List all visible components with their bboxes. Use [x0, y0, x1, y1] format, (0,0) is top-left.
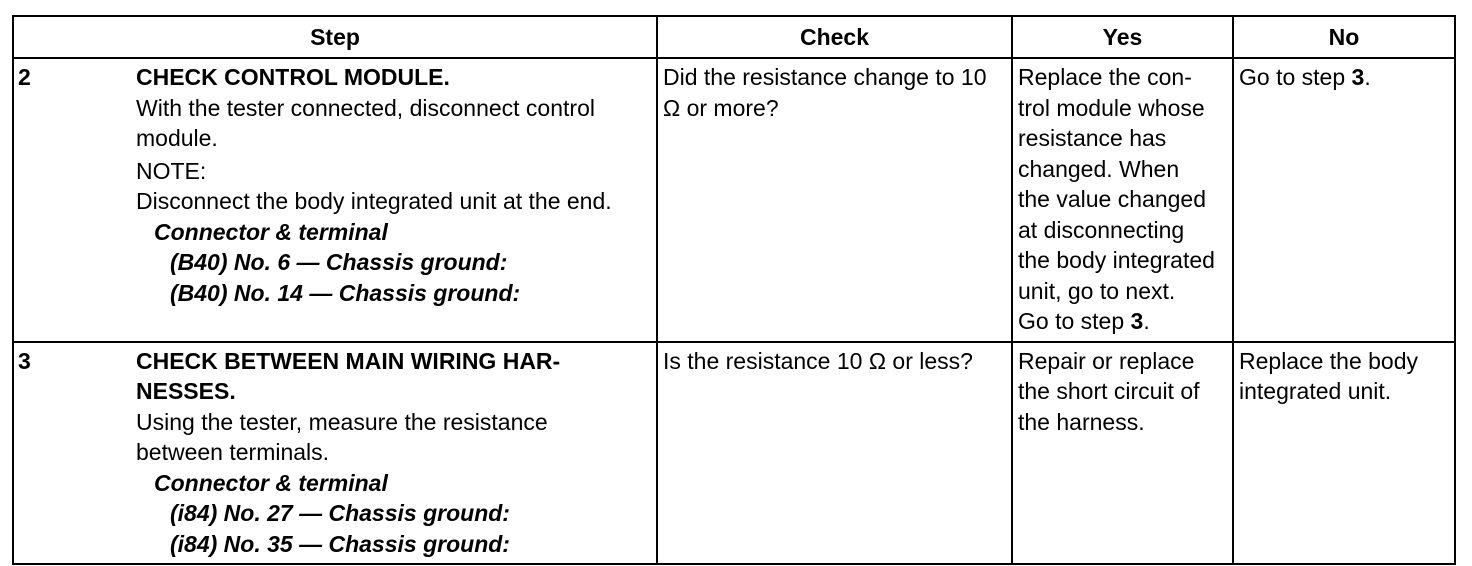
yes-goto	[1018, 306, 1228, 337]
step-number: 2	[13, 58, 136, 342]
yes-goto-step: 3	[1130, 308, 1144, 334]
header-yes: Yes	[1012, 16, 1233, 58]
no-line: integrated unit.	[1239, 378, 1392, 404]
yes-cell	[1012, 342, 1233, 565]
step-number: 3	[13, 342, 136, 565]
yes-line: the body integrated	[1018, 247, 1215, 273]
yes-line: Replace the con-	[1018, 64, 1192, 90]
no-goto-prefix: Go to step	[1239, 64, 1352, 90]
step-instruction-line: Using the tester, measure the resistance	[136, 408, 548, 435]
no-goto-step: 3	[1351, 64, 1365, 90]
table-row	[13, 342, 1455, 565]
step-title: CHECK BETWEEN MAIN WIRING HAR-	[136, 347, 561, 374]
yes-goto-prefix: Go to step	[1018, 308, 1131, 334]
troubleshooting-table	[12, 15, 1456, 565]
step-cell	[136, 58, 657, 342]
check-line: Did the resistance change to 10	[663, 64, 987, 90]
check-cell	[657, 342, 1012, 565]
terminal-spec: (i84) No. 35 — Chassis ground:	[170, 530, 510, 557]
note-label: NOTE:	[136, 157, 207, 184]
step-title: NESSES.	[136, 378, 236, 404]
header-check: Check	[657, 16, 1012, 58]
step-instruction-line: module.	[136, 125, 218, 151]
note-text: Disconnect the body integrated unit at the end.	[136, 188, 612, 214]
no-goto-suffix: .	[1364, 64, 1371, 90]
yes-line: unit, go to next.	[1018, 277, 1176, 304]
yes-line: at disconnecting	[1018, 216, 1185, 243]
yes-line: trol module whose	[1018, 94, 1205, 121]
yes-line: Repair or replace	[1018, 347, 1195, 374]
step-title: CHECK CONTROL MODULE.	[136, 64, 450, 90]
table-row	[13, 58, 1455, 342]
header-step: Step	[13, 16, 657, 58]
step-instruction-line: between terminals.	[136, 439, 330, 465]
table-header-row	[13, 16, 1455, 58]
yes-goto-suffix: .	[1143, 308, 1150, 334]
yes-line: the harness.	[1018, 408, 1145, 435]
check-line: Ω or more?	[663, 94, 779, 121]
connector-label: Connector & terminal	[154, 218, 388, 245]
yes-line: resistance has	[1018, 125, 1167, 151]
yes-line: changed. When	[1018, 155, 1180, 182]
yes-line: the value changed	[1018, 186, 1206, 212]
check-line: Is the resistance 10 Ω or less?	[663, 347, 973, 374]
check-cell	[657, 58, 1012, 342]
step-cell	[136, 342, 657, 565]
yes-cell	[1012, 58, 1233, 342]
no-cell	[1233, 342, 1455, 565]
terminal-spec: (i84) No. 27 — Chassis ground:	[170, 500, 510, 526]
yes-line: the short circuit of	[1018, 378, 1200, 404]
header-no: No	[1233, 16, 1455, 58]
step-instruction-line: With the tester connected, disconnect control	[136, 94, 595, 121]
connector-label: Connector & terminal	[154, 469, 388, 496]
terminal-spec: (B40) No. 6 — Chassis ground:	[170, 249, 508, 275]
no-cell	[1233, 58, 1455, 342]
no-line: Replace the body	[1239, 347, 1419, 374]
terminal-spec: (B40) No. 14 — Chassis ground:	[170, 279, 521, 306]
